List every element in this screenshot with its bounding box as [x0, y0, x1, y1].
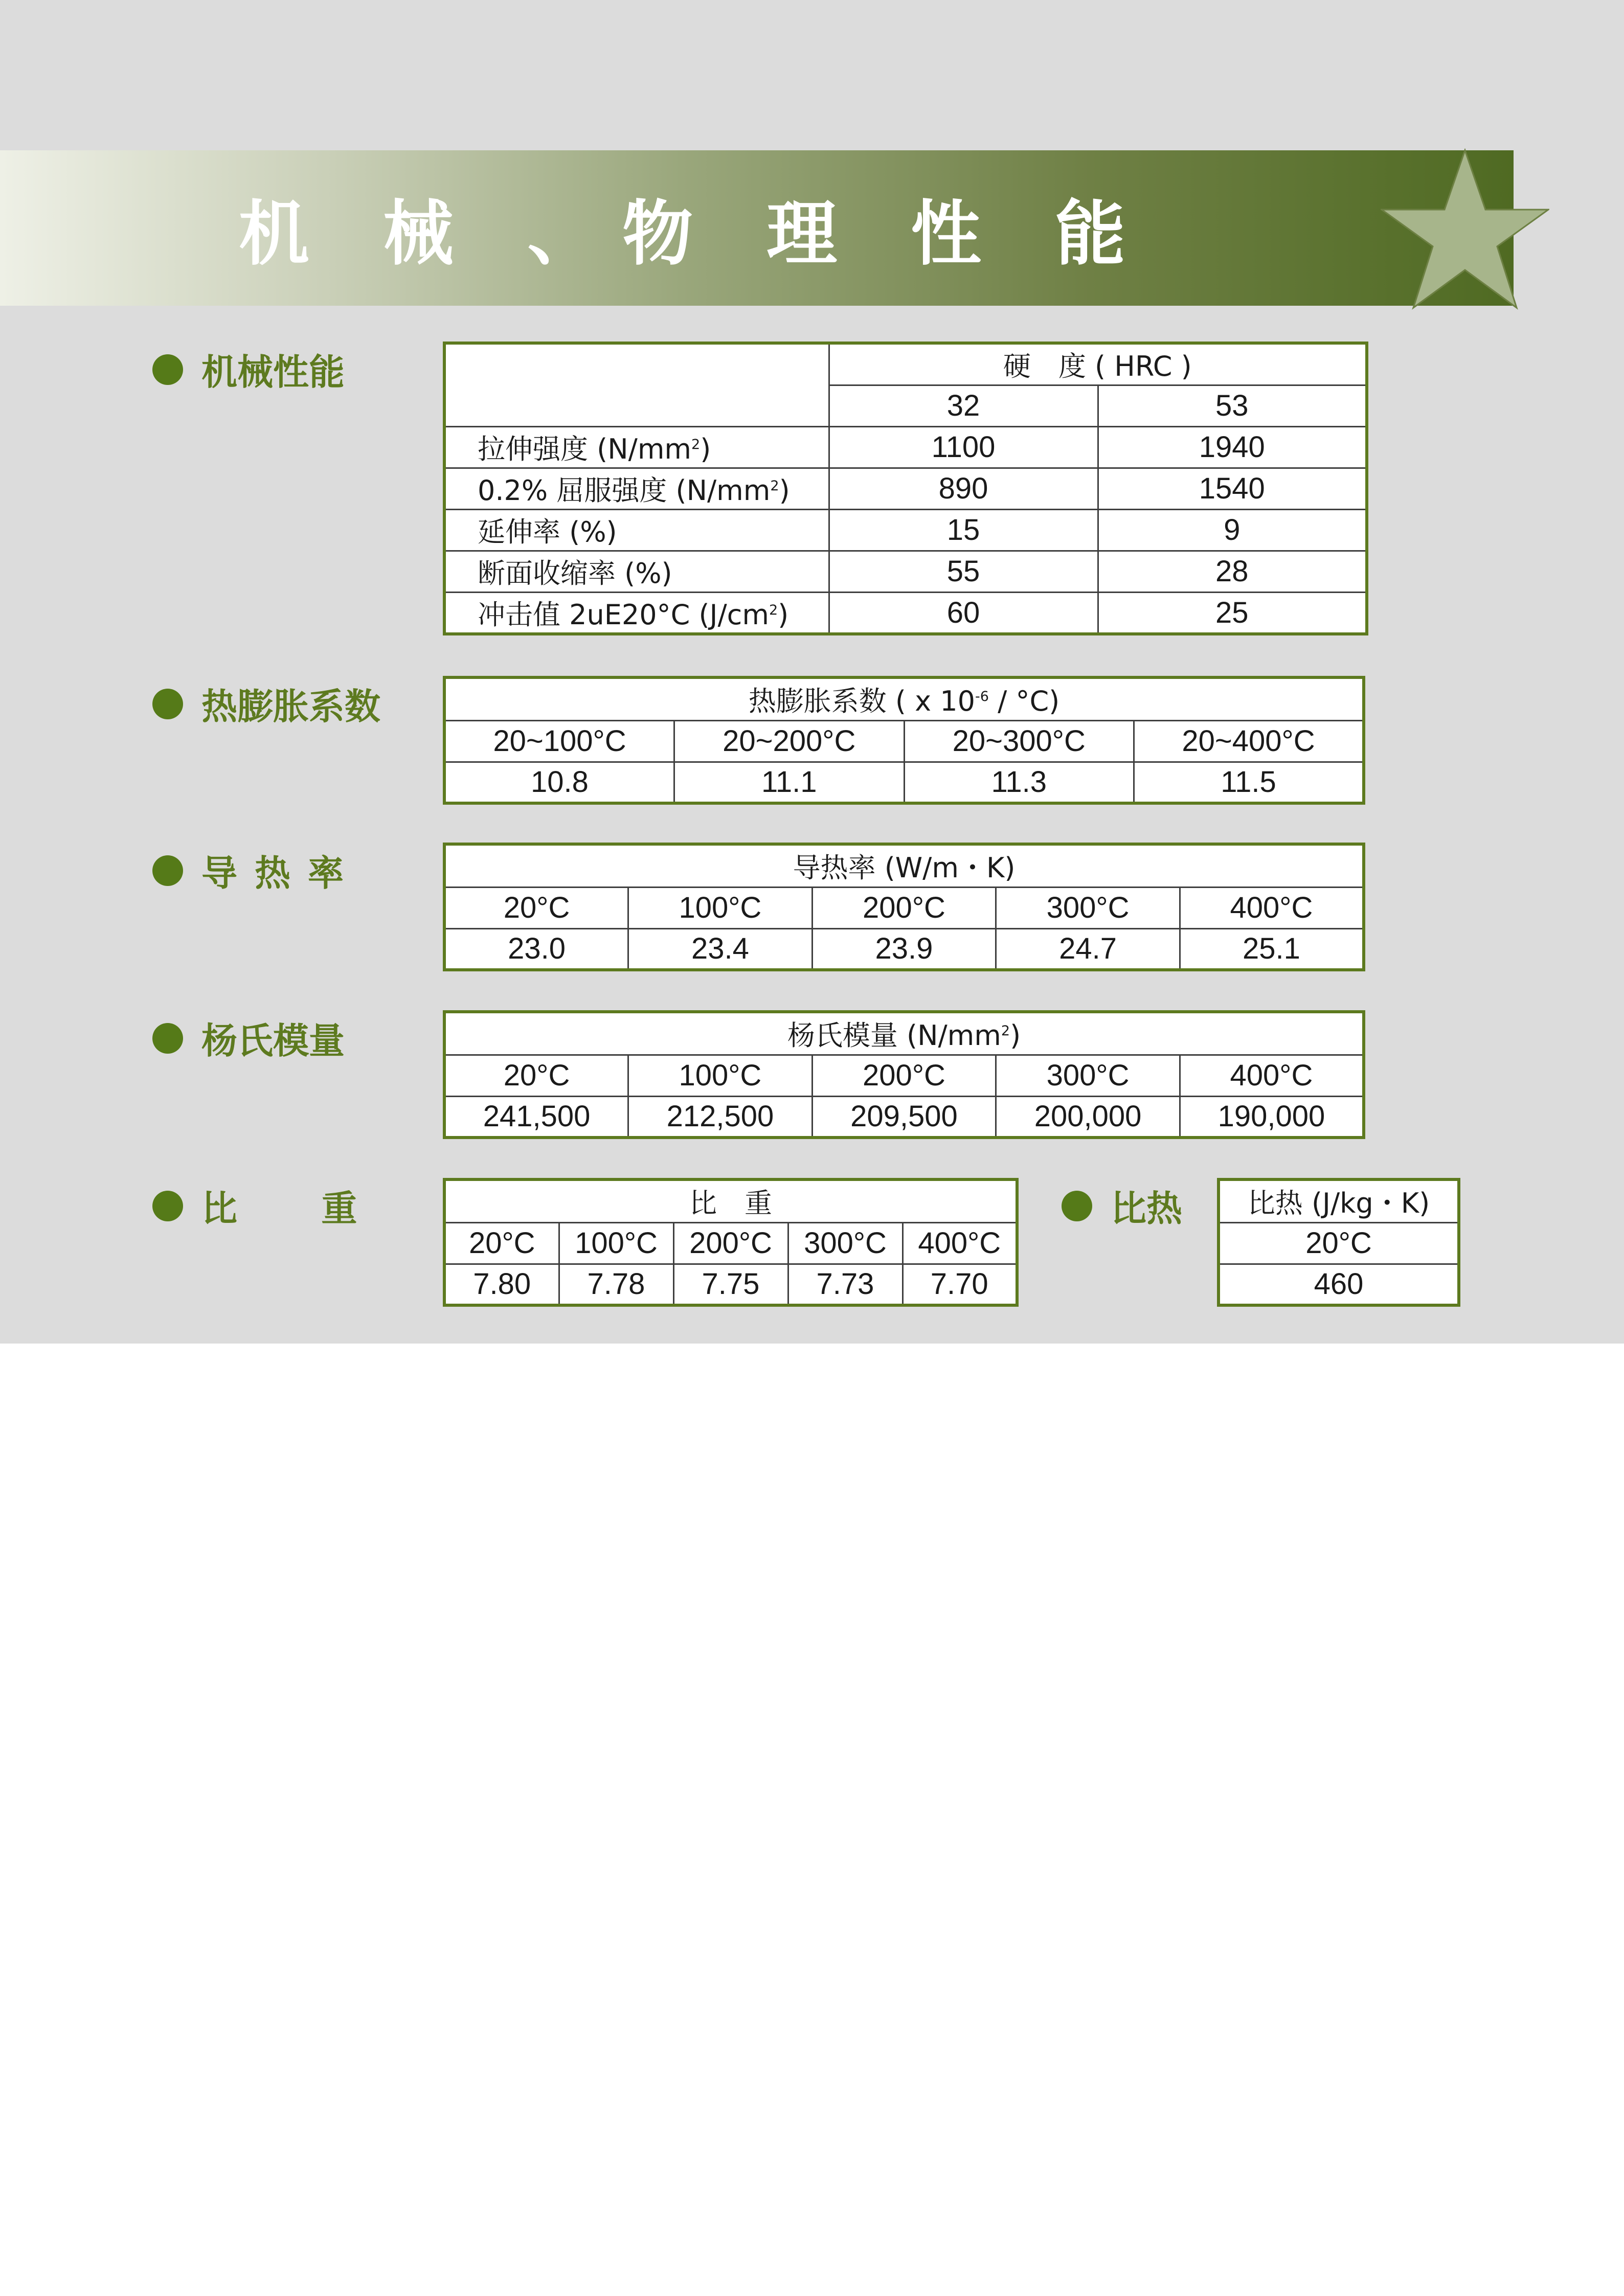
column-header: 300°C: [788, 1222, 903, 1264]
table-cell: 241,500: [444, 1096, 628, 1138]
column-header: 20°C: [444, 1055, 628, 1096]
table-cell: 9: [1098, 509, 1367, 551]
section-thermal-expansion: [152, 678, 380, 730]
bullet-icon: [1062, 1191, 1092, 1221]
section-thermal-expansion-label: 热膨胀系数: [201, 686, 380, 728]
column-header: 400°C: [903, 1222, 1017, 1264]
column-header: 100°C: [628, 1055, 813, 1096]
table-cell: 200,000: [996, 1096, 1180, 1138]
table-row: [1219, 1179, 1459, 1222]
thermal-conductivity-table: [443, 843, 1365, 971]
table-cell: 11.3: [904, 762, 1134, 803]
table-row: [444, 762, 1364, 803]
section-thermal-conductivity: [152, 845, 361, 896]
table-caption: 杨氏模量 $(N/mm^2)$: [444, 1012, 1364, 1055]
table-cell: 24.7: [996, 928, 1180, 970]
column-header: 20°C: [444, 887, 628, 928]
table-caption: 热膨胀系数 ( x $10^{-6} / ^\circ C$): [444, 677, 1364, 720]
bullet-icon: [152, 354, 183, 385]
table-cell: 7.75: [673, 1264, 788, 1305]
thermal-expansion-table: [443, 676, 1365, 805]
column-header: 32: [829, 385, 1098, 426]
table-row: [444, 1055, 1364, 1096]
table-row: [444, 887, 1364, 928]
table-row: [444, 1096, 1364, 1138]
row-label: 冲击值 2uE20°C $(J/cm^2)$: [444, 592, 829, 634]
table-cell: 7.80: [444, 1264, 559, 1305]
row-label: 断面收缩率 (%): [444, 551, 829, 592]
table-row: [1219, 1264, 1459, 1305]
section-specific-gravity-label: 比 重: [201, 1188, 393, 1230]
table-row: [444, 509, 1367, 551]
bullet-icon: [152, 855, 183, 886]
table-cell: 212,500: [628, 1096, 813, 1138]
table-cell: 1540: [1098, 468, 1367, 509]
table-cell: 11.1: [674, 762, 905, 803]
table-cell: 23.0: [444, 928, 628, 970]
specific-gravity-table: [443, 1178, 1019, 1307]
youngs-modulus-table: [443, 1010, 1365, 1139]
column-header: 53: [1098, 385, 1367, 426]
section-mechanical: [152, 344, 345, 395]
table-cell: 460: [1219, 1264, 1459, 1305]
specific-heat-table: [1217, 1178, 1460, 1307]
table-caption: 比热 (J/kg・K): [1219, 1179, 1459, 1222]
table-caption: 导热率 (W/m・K): [444, 844, 1364, 887]
column-header: 20~200°C: [674, 720, 905, 762]
column-header: 200°C: [812, 1055, 996, 1096]
table-cell: 25: [1098, 592, 1367, 634]
table-row: [444, 1264, 1017, 1305]
table-cell: 15: [829, 509, 1098, 551]
hardness-header: 硬 度 ( HRC ): [829, 343, 1367, 385]
page-title: 机 械 、物 理 性 能: [238, 193, 1151, 275]
table-cell: 190,000: [1180, 1096, 1364, 1138]
row-label: 拉伸强度 $(N/mm^2)$: [444, 426, 829, 468]
section-specific-gravity: [152, 1180, 393, 1232]
table-cell: 28: [1098, 551, 1367, 592]
section-youngs-modulus-label: 杨氏模量: [201, 1020, 345, 1062]
column-header: 20°C: [444, 1222, 559, 1264]
table-row: [444, 720, 1364, 762]
column-header: 300°C: [996, 1055, 1180, 1096]
section-specific-heat: [1062, 1180, 1182, 1232]
table-row: [444, 1179, 1017, 1222]
table-row: [444, 1012, 1364, 1055]
mechanical-table: [443, 342, 1368, 635]
table-cell: 10.8: [444, 762, 674, 803]
table-row: [444, 343, 1367, 385]
table-cell: 7.78: [559, 1264, 673, 1305]
column-header: 200°C: [673, 1222, 788, 1264]
column-header: 100°C: [559, 1222, 673, 1264]
table-cell: 23.9: [812, 928, 996, 970]
table-row: [444, 468, 1367, 509]
column-header: 20~100°C: [444, 720, 674, 762]
section-specific-heat-label: 比热: [1111, 1188, 1182, 1230]
row-label: 0.2% 屈服强度 $(N/mm^2)$: [444, 468, 829, 509]
column-header: 400°C: [1180, 887, 1364, 928]
column-header: 100°C: [628, 887, 813, 928]
table-caption: 比 重: [444, 1179, 1017, 1222]
table-row: [444, 1222, 1017, 1264]
empty-header-cell: [444, 343, 829, 426]
section-youngs-modulus: [152, 1012, 345, 1064]
column-header: 300°C: [996, 887, 1180, 928]
section-mechanical-label: 机械性能: [201, 351, 345, 393]
table-row: [444, 426, 1367, 468]
table-row: [444, 844, 1364, 887]
table-cell: 7.73: [788, 1264, 903, 1305]
table-row: [444, 551, 1367, 592]
section-thermal-conductivity-label: 导热率: [201, 852, 361, 894]
table-cell: 7.70: [903, 1264, 1017, 1305]
star-icon: [1381, 148, 1549, 312]
column-header: 20~400°C: [1134, 720, 1364, 762]
table-cell: 25.1: [1180, 928, 1364, 970]
bullet-icon: [152, 1191, 183, 1221]
column-header: 20~300°C: [904, 720, 1134, 762]
table-cell: 60: [829, 592, 1098, 634]
table-row: [1219, 1222, 1459, 1264]
table-cell: 11.5: [1134, 762, 1364, 803]
table-cell: 890: [829, 468, 1098, 509]
table-row: [444, 592, 1367, 634]
table-cell: 1100: [829, 426, 1098, 468]
table-cell: 23.4: [628, 928, 813, 970]
table-row: [444, 928, 1364, 970]
table-cell: 55: [829, 551, 1098, 592]
table-row: [444, 677, 1364, 720]
column-header: 20°C: [1219, 1222, 1459, 1264]
bullet-icon: [152, 1023, 183, 1054]
row-label: 延伸率 (%): [444, 509, 829, 551]
table-cell: 1940: [1098, 426, 1367, 468]
column-header: 400°C: [1180, 1055, 1364, 1096]
table-cell: 209,500: [812, 1096, 996, 1138]
bullet-icon: [152, 689, 183, 719]
column-header: 200°C: [812, 887, 996, 928]
